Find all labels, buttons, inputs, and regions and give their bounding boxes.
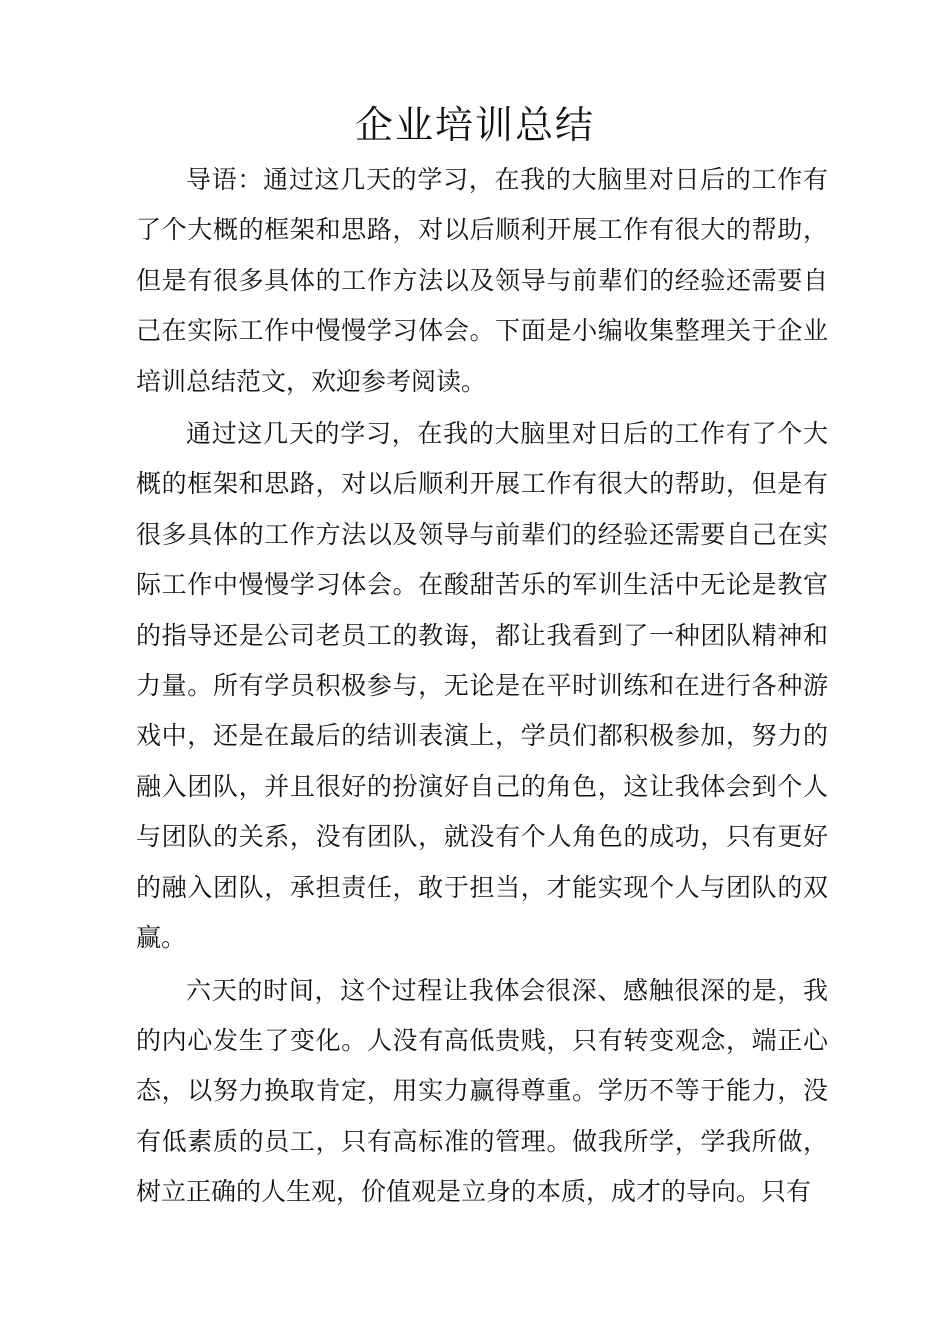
document-body — [136, 155, 828, 1218]
paragraph-six-days: 六天的时间，这个过程让我体会很深、感触很深的是，我的内心发生了变化。人没有高低贵贱，只有转变观念，端正心态，以努力换取肯定，用实力赢得尊重。学历不等于能力，没有低素质的员工，只有高标准的管理。做我所学，学我所做，树立正确的人生观，价值观是立身的本质，成才的导向。只有 — [136, 975, 828, 1207]
paragraph-intro: 导语：通过这几天的学习，在我的大脑里对日后的工作有了个大概的框架和思路，对以后顺利开展工作有很大的帮助，但是有很多具体的工作方法以及领导与前辈们的经验还需要自己在实际工作中慢慢学习体会。下面是小编收集整理关于企业培训总结范文，欢迎参考阅读。 — [136, 165, 828, 396]
paragraph-team-spirit: 通过这几天的学习，在我的大脑里对日后的工作有了个大概的框架和思路，对以后顺利开展工作有很大的帮助，但是有很多具体的工作方法以及领导与前辈们的经验还需要自己在实际工作中慢慢学习体会。在酸甜苦乐的军训生活中无论是教官的指导还是公司老员工的教诲，都让我看到了一种团队精神和力量。所有学员积极参与，无论是在平时训练和在进行各种游戏中，还是在最后的结训表演上，学员们都积极参加，努力的融入团队，并且很好的扮演好自己的角色，这让我体会到个人与团队的关系，没有团队，就没有个人角色的成功，只有更好的融入团队，承担责任，敢于担当，才能实现个人与团队的双赢。 — [136, 419, 828, 953]
document-title: 企业培训总结 — [354, 103, 595, 147]
